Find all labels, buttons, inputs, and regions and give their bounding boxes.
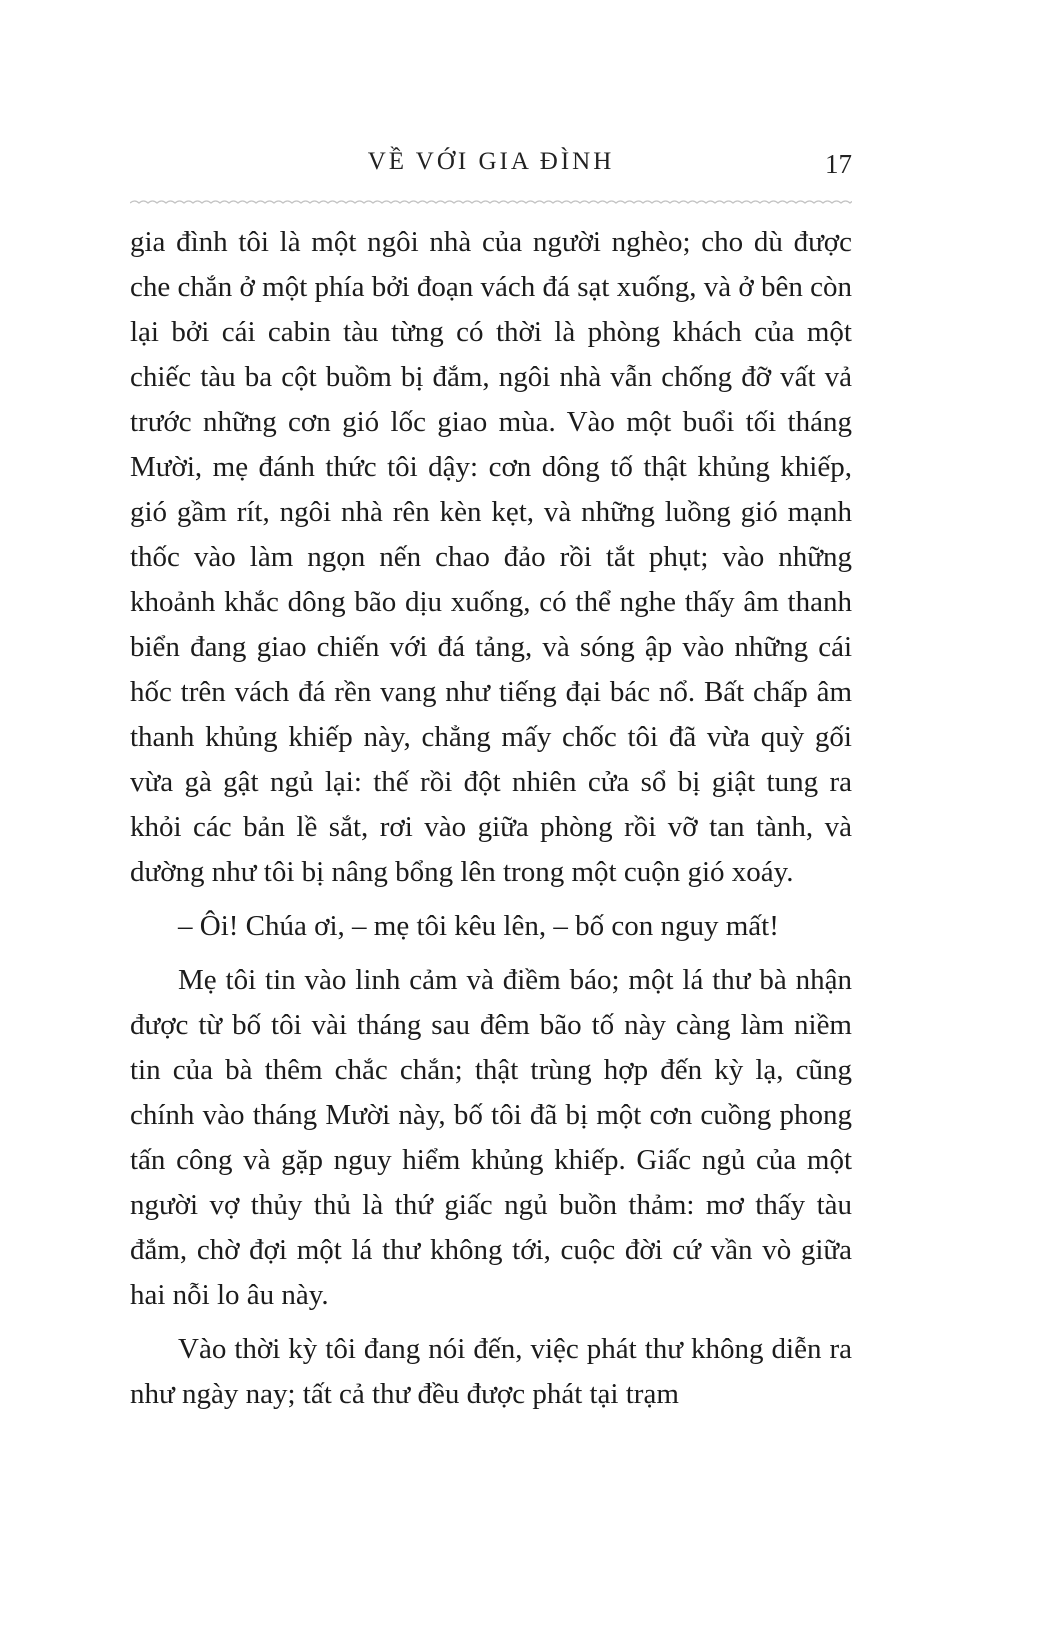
page-body bbox=[130, 220, 852, 1417]
wavy-divider-rule bbox=[130, 198, 852, 206]
paragraph: Vào thời kỳ tôi đang nói đến, việc phát thư không diễn ra như ngày nay; tất cả thư đều được phát tại trạm bbox=[130, 1333, 852, 1410]
running-title: VỀ VỚI GIA ĐÌNH bbox=[367, 148, 615, 175]
paragraph: Mẹ tôi tin vào linh cảm và điềm báo; một lá thư bà nhận được từ bố tôi vài tháng sau đêm bão tố này càng làm niềm tin của bà thêm chắc chắn; thật trùng hợp đến kỳ lạ, cũng chính vào tháng Mười này, bố tôi đã bị một cơn cuồng phong tấn công và gặp nguy hiểm khủng khiếp. Giấc ngủ của một người vợ thủy thủ là thứ giấc ngủ buồn thảm: mơ thấy tàu đắm, chờ đợi một lá thư không tới, cuộc đời cứ vần vò giữa hai nỗi lo âu này. bbox=[130, 964, 852, 1311]
page-number: 17 bbox=[825, 149, 852, 179]
page-header bbox=[130, 148, 852, 182]
paragraph-continuation: gia đình tôi là một ngôi nhà của người nghèo; cho dù được che chắn ở một phía bởi đoạn vách đá sạt xuống, và ở bên còn lại bởi cái cabin tàu từng có thời là phòng khách của một chiếc tàu ba cột buồm bị đắm, ngôi nhà vẫn chống đỡ vất vả trước những cơn gió lốc giao mùa. Vào một buổi tối tháng Mười, mẹ đánh thức tôi dậy: cơn dông tố thật khủng khiếp, gió gầm rít, ngôi nhà rên kèn kẹt, và những luồng gió mạnh thốc vào làm ngọn nến chao đảo rồi tắt phụt; vào những khoảnh khắc dông bão dịu xuống, có thể nghe thấy âm thanh biển đang giao chiến với đá tảng, và sóng ập vào những cái hốc trên vách đá rền vang như tiếng đại bác nổ. Bất chấp âm thanh khủng khiếp này, chẳng mấy chốc tôi đã vừa quỳ gối vừa gà gật ngủ lại: thế rồi đột nhiên cửa sổ bị giật tung ra khỏi các bản lề sắt, rơi vào giữa phòng rồi vỡ tan tành, và dường như tôi bị nâng bổng lên trong một cuộn gió xoáy. bbox=[130, 226, 852, 888]
text-column bbox=[130, 148, 852, 1417]
paragraph-dialogue: – Ôi! Chúa ơi, – mẹ tôi kêu lên, – bố con nguy mất! bbox=[178, 910, 779, 942]
wavy-divider-path bbox=[130, 201, 852, 203]
